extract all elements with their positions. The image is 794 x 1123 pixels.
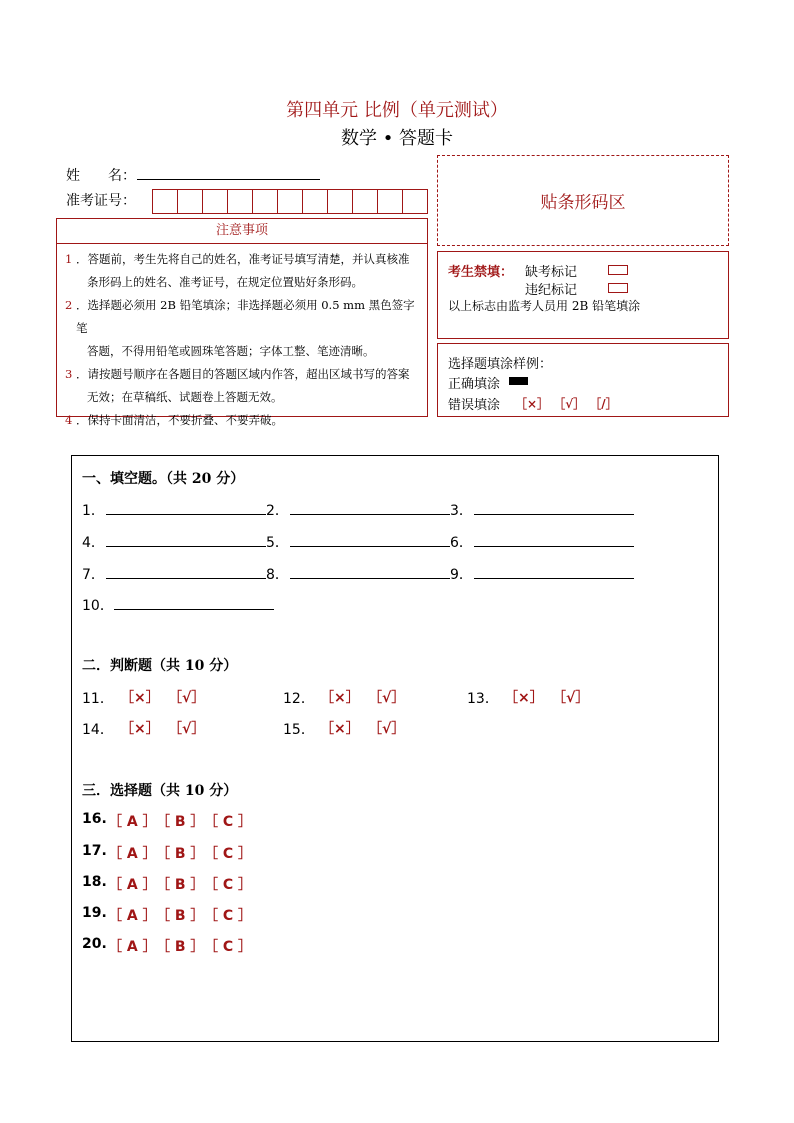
question-number: 7． [82, 567, 105, 583]
answer-blank[interactable] [114, 595, 274, 610]
option-false[interactable]: ［×］ [120, 721, 160, 737]
option-false[interactable]: ［×］ [120, 690, 160, 706]
answer-blank[interactable] [290, 532, 450, 547]
option-false[interactable]: ［×］ [320, 690, 360, 706]
forbidden-title: 考生禁填： [448, 265, 514, 280]
option-c[interactable]: ［ C ］ [204, 877, 253, 893]
question-number: 6． [450, 535, 473, 551]
page-title: 第四单元 比例（单元测试） [286, 100, 508, 121]
question-number: 20. [82, 936, 107, 952]
option-c[interactable]: ［ C ］ [204, 814, 253, 830]
answer-blank[interactable] [290, 564, 450, 579]
notice-item-cont: 答题，不得用铅笔或圆珠笔答题；字体工整、笔迹清晰。 [87, 344, 375, 358]
absent-mark-box[interactable] [608, 265, 628, 275]
question-number: 11． [82, 691, 114, 707]
forbidden-note: 以上标志由监考人员用 2B 铅笔填涂 [448, 299, 641, 313]
notice-item-cont: 条形码上的姓名、准考证号，在规定位置贴好条形码。 [87, 275, 363, 289]
filled-mark-sample [509, 377, 528, 385]
question-number: 1． [82, 503, 105, 519]
option-a[interactable]: ［ A ］ [108, 846, 157, 862]
answer-blank[interactable] [474, 564, 634, 579]
option-false[interactable]: ［×］ [504, 690, 544, 706]
option-true[interactable]: ［√］ [368, 690, 406, 706]
question-number: 10． [82, 598, 114, 614]
option-b[interactable]: ［ B ］ [156, 877, 205, 893]
id-number-boxes[interactable] [152, 189, 428, 214]
correct-fill-label: 正确填涂 [448, 377, 501, 392]
id-digit-box[interactable] [153, 190, 178, 213]
violation-mark-box[interactable] [608, 283, 628, 293]
question-number: 19. [82, 905, 107, 921]
question-number: 4． [82, 535, 105, 551]
option-true[interactable]: ［√］ [552, 690, 590, 706]
notice-heading: 注意事项 [57, 219, 427, 244]
question-number: 5． [266, 535, 289, 551]
option-true[interactable]: ［√］ [168, 721, 206, 737]
barcode-label: 贴条形码区 [540, 193, 626, 213]
section-true-false-title: 二．判断题（共 10 分） [82, 658, 238, 674]
option-b[interactable]: ［ B ］ [156, 846, 205, 862]
option-c[interactable]: ［ C ］ [204, 939, 253, 955]
id-digit-box[interactable] [353, 190, 378, 213]
barcode-area[interactable] [437, 155, 729, 246]
name-input-line[interactable] [137, 179, 320, 180]
option-true[interactable]: ［√］ [168, 690, 206, 706]
absent-label: 缺考标记 [525, 265, 578, 280]
answer-area [71, 455, 719, 1042]
option-b[interactable]: ［ B ］ [156, 814, 205, 830]
id-digit-box[interactable] [228, 190, 253, 213]
question-number: 12． [283, 691, 315, 707]
option-a[interactable]: ［ A ］ [108, 939, 157, 955]
id-digit-box[interactable] [303, 190, 328, 213]
question-number: 13． [467, 691, 499, 707]
sample-title: 选择题填涂样例： [448, 357, 553, 372]
option-c[interactable]: ［ C ］ [204, 908, 253, 924]
answer-blank[interactable] [106, 500, 266, 515]
option-b[interactable]: ［ B ］ [156, 939, 205, 955]
section-fill-blank-title: 一、填空题。（共 20 分） [82, 471, 245, 487]
option-false[interactable]: ［×］ [320, 721, 360, 737]
option-c[interactable]: ［ C ］ [204, 846, 253, 862]
wrong-fill-label: 错误填涂 [448, 398, 501, 413]
notice-item: 1 ．答题前，考生先将自己的姓名，准考证号填写清楚，并认真核准 [65, 252, 410, 266]
answer-blank[interactable] [106, 532, 266, 547]
option-b[interactable]: ［ B ］ [156, 908, 205, 924]
section-choice-title: 三．选择题（共 10 分） [82, 783, 238, 799]
forbidden-box [437, 251, 729, 339]
id-digit-box[interactable] [378, 190, 403, 213]
option-a[interactable]: ［ A ］ [108, 877, 157, 893]
notice-item: 2 ．选择题必须用 2B 铅笔填涂；非选择题必须用 0.5 mm 黑色签字笔 [65, 298, 415, 335]
notice-item-cont: 无效；在草稿纸、试题卷上答题无效。 [87, 390, 283, 404]
id-digit-box[interactable] [328, 190, 353, 213]
answer-blank[interactable] [106, 564, 266, 579]
question-number: 17. [82, 843, 107, 859]
id-digit-box[interactable] [403, 190, 427, 213]
page-subtitle: 数学 • 答题卡 [340, 128, 454, 149]
question-number: 8． [266, 567, 289, 583]
wrong-fill-marks: ［×］ ［√］ ［/］ [515, 397, 618, 411]
name-label: 姓 名： [66, 168, 136, 184]
question-number: 2． [266, 503, 289, 519]
option-a[interactable]: ［ A ］ [108, 908, 157, 924]
id-digit-box[interactable] [253, 190, 278, 213]
answer-blank[interactable] [290, 500, 450, 515]
id-digit-box[interactable] [203, 190, 228, 213]
notice-item: 3 ．请按题号顺序在各题目的答题区域内作答，超出区域书写的答案 [65, 367, 410, 381]
question-number: 16. [82, 811, 107, 827]
notice-item: 4 ．保持卡面清洁，不要折叠、不要弄破。 [65, 413, 283, 427]
answer-blank[interactable] [474, 532, 634, 547]
id-digit-box[interactable] [178, 190, 203, 213]
question-number: 3． [450, 503, 473, 519]
violation-label: 违纪标记 [525, 283, 578, 298]
id-label: 准考证号： [66, 193, 136, 209]
option-a[interactable]: ［ A ］ [108, 814, 157, 830]
question-number: 18. [82, 874, 107, 890]
question-number: 14． [82, 722, 114, 738]
answer-blank[interactable] [474, 500, 634, 515]
question-number: 15． [283, 722, 315, 738]
question-number: 9． [450, 567, 473, 583]
id-digit-box[interactable] [278, 190, 303, 213]
notice-box [56, 218, 428, 427]
option-true[interactable]: ［√］ [368, 721, 406, 737]
fill-sample-box [437, 343, 729, 417]
